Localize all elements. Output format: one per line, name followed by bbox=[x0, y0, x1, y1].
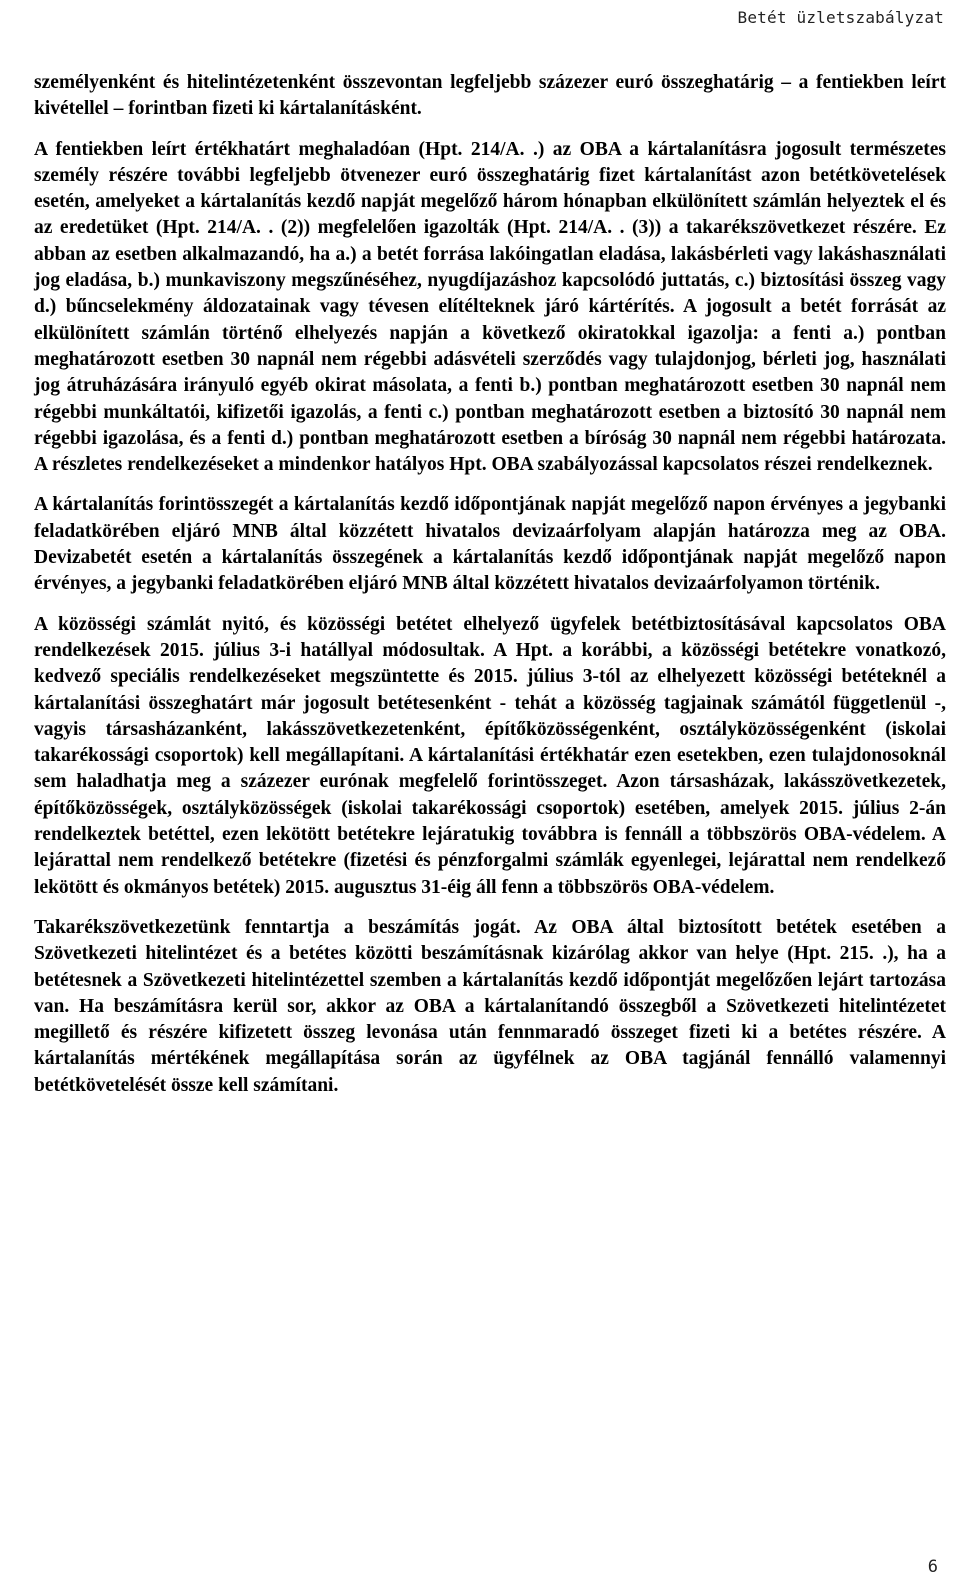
paragraph-4: A közösségi számlát nyitó, és közösségi betétet elhelyező ügyfelek betétbiztosításával kapcsolatos OBA rendelkezések 2015. július 3-i hatállyal módosultak. A Hpt. a korábbi, a közösségi betétekre vonatkozó, kedvező speciális rendelkezéseket megszüntette és 2015. július 3-tól az elhelyezett közösségi betéteknél a kártalanítási összeghatárt már jogosult betétesenként - tehát a közösség tagjainak számától függetlenül -, vagyis társasházanként, lakásszövetkezetenként, építőközösségenként, osztályközösségenként (iskolai takarékossági csoportok) kell megállapítani. A kártalanítási értékhatár ezen esetekben, ezen tulajdonosoknál sem haladhatja meg a százezer eurónak megfelelő forintösszeget. Azon társasházak, lakásszövetkezetek, építőközösségek, osztályközösségek (iskolai takarékossági csoportok) esetében, amelyek 2015. július 2-án rendelkeztek betéttel, ezen lekötött betétekre lejáratukig továbbra is fennáll a többszörös OBA-védelem. A lejárattal nem rendelkező betétekre (fizetési és pénzforgalmi számlák egyenlegei, lejárattal nem rendelkező lekötött és okmányos betétek) 2015. augusztus 31-éig áll fenn a többszörös OBA-védelem. bbox=[34, 613, 946, 898]
paragraph-1: személyenként és hitelintézetenként összevontan legfeljebb százezer euró összeghatárig – a fentiekben leírt kivétellel – forintban fizeti ki kártalanításként. bbox=[34, 72, 946, 120]
document-header-title: Betét üzletszabályzat bbox=[737, 8, 944, 27]
page-number: 6 bbox=[927, 1557, 938, 1577]
document-body bbox=[34, 70, 946, 1113]
paragraph-2: A fentiekben leírt értékhatárt meghaladóan (Hpt. 214/A. .) az OBA a kártalanításra jogosult természetes személy részére további legfeljebb ötvenezer euró összeghatárig fizet kártalanítást azon betétkövetelések esetén, amelyeket a kártalanítás kezdő napját megelőző három hónapban elkülönített számlán helyeztek el és az eredetüket (Hpt. 214/A. . (2)) megfelelően igazolták (Hpt. 214/A. . (3)) a takarékszövetkezet részére. Ez abban az esetben alkalmazandó, ha a.) a betét forrása lakóingatlan eladása, lakásbérleti vagy lakáshasználati jog eladása, b.) munkaviszony megszűnéséhez, nyugdíjazáshoz kapcsolódó juttatás, c.) biztosítási összeg vagy d.) bűncselekmény áldozatainak vagy tévesen elítélteknek járó kártérítés. A jogosult a betét forrását az elkülönített számlán történő elhelyezés napján a következő okiratokkal igazolja: a fenti a.) pontban meghatározott esetben 30 napnál nem régebbi adásvételi szerződés vagy tulajdonjog, bérleti jog, használati jog átruházására irányuló egyéb okirat másolata, a fenti b.) pontban meghatározott esetben 30 napnál nem régebbi munkáltatói, kifizetői igazolás, a fenti c.) pontban meghatározott esetben a biztosító 30 napnál nem régebbi igazolása, és a fenti d.) pontban meghatározott esetben a bíróság 30 napnál nem régebbi határozata. A részletes rendelkezéseket a mindenkor hatályos Hpt. OBA szabályozással kapcsolatos részei rendelkeznek. bbox=[34, 138, 946, 476]
paragraph-5: Takarékszövetkezetünk fenntartja a beszámítás jogát. Az OBA által biztosított betétek esetében a Szövetkezeti hitelintézet és a betétes közötti beszámításnak kizárólag akkor van helye (Hpt. 215. .), ha a betétesnek a Szövetkezeti hitelintézettel szemben a kártalanítás kezdő időpontját megelőzően lejárt tartozása van. Ha beszámításra kerül sor, akkor az OBA a kártalanítandó összegből a Szövetkezeti hitelintézetet megillető és részére kifizetett összeg levonása után fennmaradó összeget fizeti ki a betétes részére. A kártalanítás mértékének megállapítása során az ügyfélnek az OBA tagjánál fennálló valamennyi betétkövetelését össze kell számítani. bbox=[34, 916, 946, 1096]
paragraph-3: A kártalanítás forintösszegét a kártalanítás kezdő időpontjának napját megelőző napon érvényes a jegybanki feladatkörében eljáró MNB által közzétett hivatalos devizaárfolyam alapján határozza meg az OBA. Devizabetét esetén a kártalanítás összegének a kártalanítás kezdő időpontjának napját megelőző napon érvényes, a jegybanki feladatkörében eljáró MNB által közzétett hivatalos devizaárfolyamon történik. bbox=[34, 494, 946, 595]
